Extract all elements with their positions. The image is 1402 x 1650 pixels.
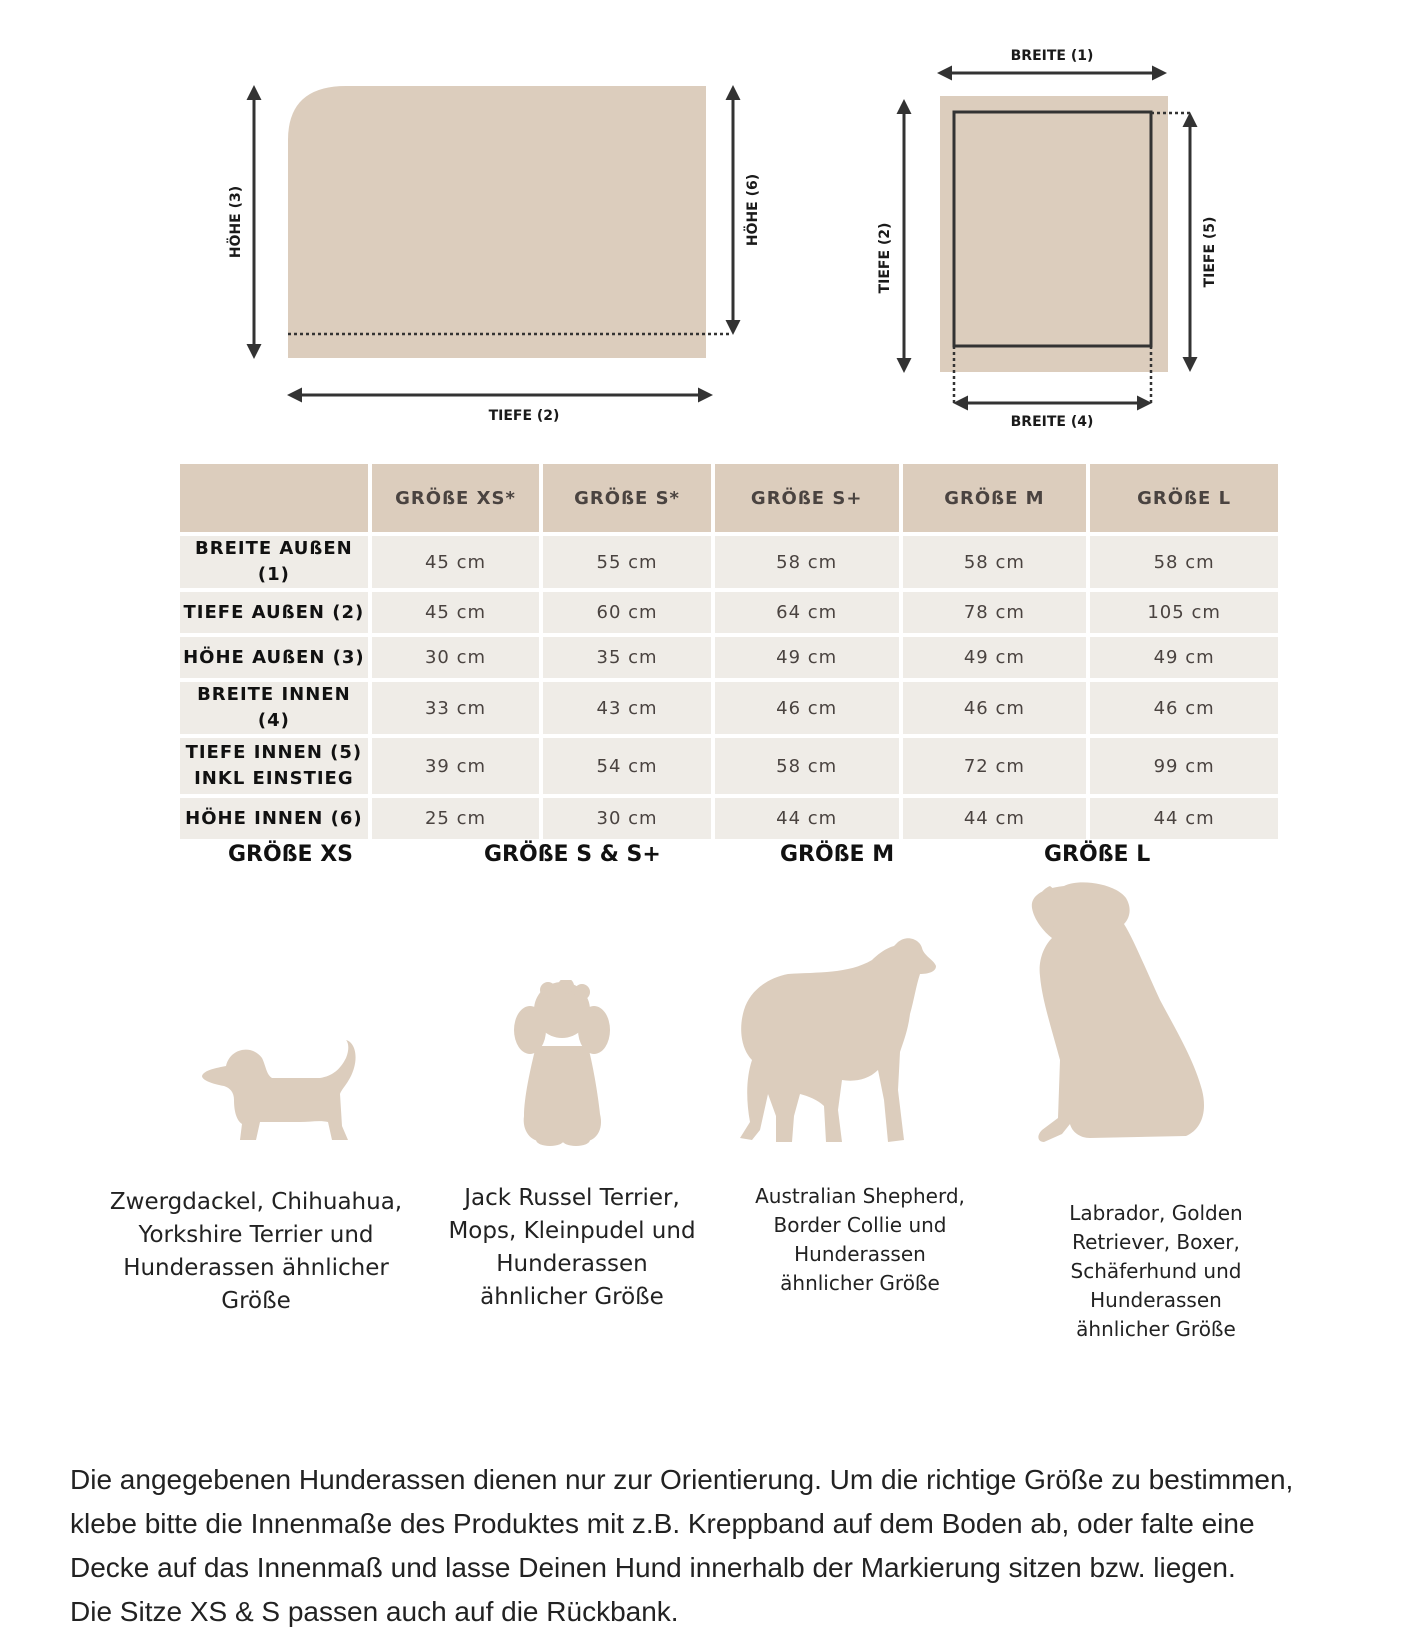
note-line: Die Sitze XS & S passen auch auf die Rückbank.	[70, 1596, 679, 1627]
header-size-s-plus: GRÖßE S+	[715, 464, 899, 532]
breed-line: Hunderassen	[496, 1251, 648, 1277]
top-view-diagram	[877, 48, 1218, 430]
table-row	[180, 637, 1278, 678]
label-hoehe-6: HÖHE (6)	[745, 173, 761, 247]
poodle-icon	[510, 980, 614, 1146]
labrador-icon	[1030, 880, 1210, 1146]
table-cell: 35 cm	[543, 637, 711, 678]
breed-line: Border Collie und	[773, 1213, 947, 1237]
table-cell: 44 cm	[1090, 798, 1278, 839]
table-cell: 39 cm	[372, 738, 540, 794]
breed-line: Schäferhund und	[1070, 1259, 1242, 1283]
breed-line: ähnlicher Größe	[780, 1271, 940, 1295]
label-tiefe-2-top: TIEFE (2)	[877, 222, 893, 294]
row-label: BREITE AUßEN (1)	[180, 536, 368, 588]
table-cell: 49 cm	[715, 637, 899, 678]
label-hoehe-3: HÖHE (3)	[228, 185, 244, 259]
dachshund-icon	[200, 1036, 360, 1146]
table-cell: 25 cm	[372, 798, 540, 839]
table-cell: 44 cm	[903, 798, 1087, 839]
label-breite-4: BREITE (4)	[1010, 414, 1094, 430]
breed-line: Größe	[221, 1288, 291, 1314]
table-cell: 58 cm	[715, 738, 899, 794]
size-table	[176, 460, 1282, 843]
table-corner-cell	[180, 464, 368, 532]
table-cell: 58 cm	[903, 536, 1087, 588]
breed-line: ähnlicher Größe	[480, 1284, 664, 1310]
table-row	[180, 592, 1278, 633]
label-tiefe-2-side: TIEFE (2)	[488, 408, 560, 424]
header-size-m: GRÖßE M	[903, 464, 1087, 532]
table-cell: 72 cm	[903, 738, 1087, 794]
size-title-s: GRÖßE S & S+	[484, 842, 661, 867]
breeds-s	[412, 1182, 732, 1314]
table-cell: 45 cm	[372, 592, 540, 633]
row-label-line2: INKL EINSTIEG	[194, 768, 354, 789]
label-breite-1: BREITE (1)	[1010, 48, 1094, 64]
shepherd-icon	[738, 930, 938, 1146]
breed-line: ähnlicher Größe	[1076, 1317, 1236, 1341]
table-cell: 44 cm	[715, 798, 899, 839]
breed-line: Jack Russel Terrier,	[464, 1185, 680, 1211]
table-cell: 60 cm	[543, 592, 711, 633]
row-label: TIEFE AUßEN (2)	[180, 592, 368, 633]
table-cell: 46 cm	[903, 682, 1087, 734]
breed-line: Yorkshire Terrier und	[138, 1222, 374, 1248]
table-cell: 105 cm	[1090, 592, 1278, 633]
note-line: klebe bitte die Innenmaße des Produktes mit z.B. Kreppband auf dem Boden ab, oder falte eine	[70, 1508, 1255, 1539]
label-tiefe-5: TIEFE (5)	[1202, 216, 1218, 288]
row-label: HÖHE INNEN (6)	[180, 798, 368, 839]
table-cell: 64 cm	[715, 592, 899, 633]
breed-line: Labrador, Golden	[1069, 1201, 1243, 1225]
breeds-l	[996, 1199, 1316, 1344]
table-cell: 99 cm	[1090, 738, 1278, 794]
table-cell: 49 cm	[1090, 637, 1278, 678]
breed-line: Hunderassen ähnlicher	[123, 1255, 389, 1281]
row-label-line1: TIEFE INNEN (5)	[185, 742, 363, 763]
table-row	[180, 738, 1278, 794]
table-row	[180, 798, 1278, 839]
table-cell: 46 cm	[715, 682, 899, 734]
breed-line: Hunderassen	[794, 1242, 926, 1266]
row-label: BREITE INNEN (4)	[180, 682, 368, 734]
table-cell: 58 cm	[1090, 536, 1278, 588]
top-view-outer-shape	[940, 96, 1168, 372]
table-cell: 58 cm	[715, 536, 899, 588]
dimension-diagram	[0, 0, 1402, 450]
table-cell: 78 cm	[903, 592, 1087, 633]
breed-line: Retriever, Boxer,	[1072, 1230, 1240, 1254]
breed-line: Australian Shepherd,	[755, 1184, 965, 1208]
table-cell: 49 cm	[903, 637, 1087, 678]
table-cell: 46 cm	[1090, 682, 1278, 734]
header-size-s: GRÖßE S*	[543, 464, 711, 532]
note-line: Decke auf das Innenmaß und lasse Deinen Hund innerhalb der Markierung sitzen bzw. liegen.	[70, 1552, 1236, 1583]
table-row	[180, 536, 1278, 588]
table-cell: 30 cm	[372, 637, 540, 678]
table-cell: 43 cm	[543, 682, 711, 734]
row-label	[180, 738, 368, 794]
orientation-note	[70, 1458, 1370, 1634]
row-label: HÖHE AUßEN (3)	[180, 637, 368, 678]
size-title-xs: GRÖßE XS	[228, 842, 354, 867]
table-cell: 54 cm	[543, 738, 711, 794]
breed-line: Mops, Kleinpudel und	[448, 1218, 696, 1244]
header-size-l: GRÖßE L	[1090, 464, 1278, 532]
table-header-row	[180, 464, 1278, 532]
table-cell: 33 cm	[372, 682, 540, 734]
breed-line: Hunderassen	[1090, 1288, 1222, 1312]
table-cell: 30 cm	[543, 798, 711, 839]
size-title-m: GRÖßE M	[780, 842, 895, 867]
note-line: Die angegebenen Hunderassen dienen nur zur Orientierung. Um die richtige Größe zu bestimmen,	[70, 1464, 1294, 1495]
breeds-m	[700, 1182, 1020, 1298]
size-title-l: GRÖßE L	[1044, 842, 1151, 867]
table-cell: 45 cm	[372, 536, 540, 588]
table-cell: 55 cm	[543, 536, 711, 588]
side-view-seat-shape	[288, 86, 706, 358]
breed-line: Zwergdackel, Chihuahua,	[109, 1189, 403, 1215]
side-view-diagram	[226, 86, 761, 424]
breeds-xs	[96, 1186, 416, 1318]
table-row	[180, 682, 1278, 734]
header-size-xs: GRÖßE XS*	[372, 464, 540, 532]
